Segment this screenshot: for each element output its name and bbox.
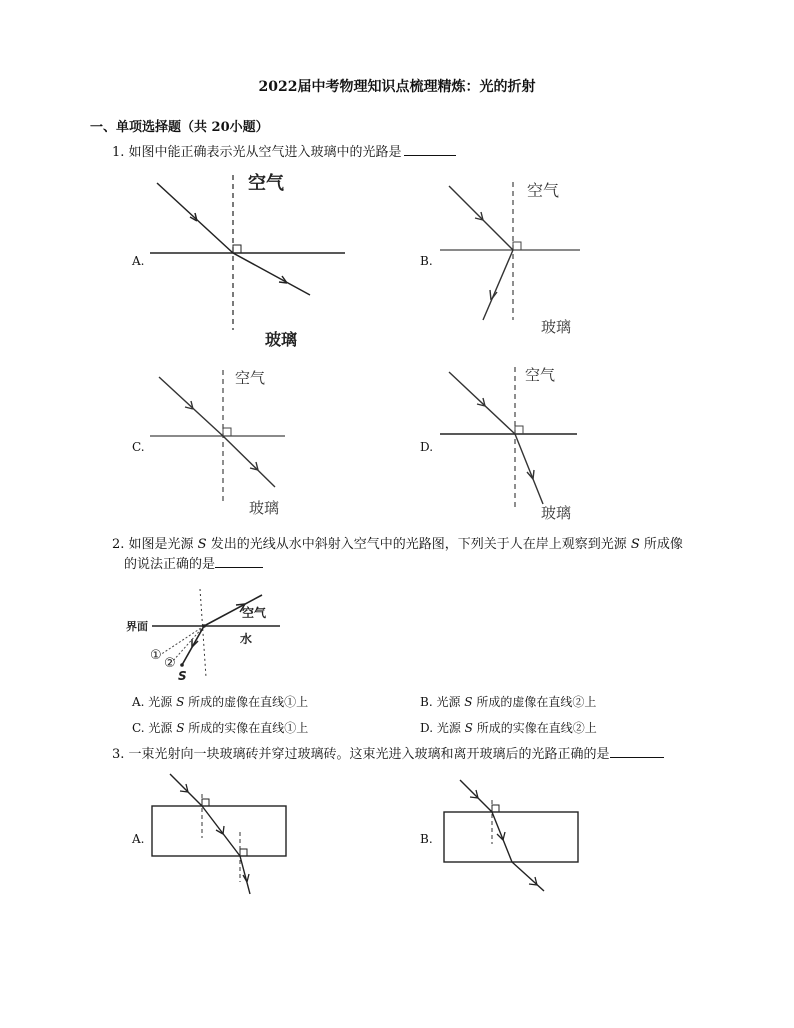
incident-ray: [157, 183, 233, 253]
air-label: 空气: [242, 606, 267, 620]
option-text: 所成的实像在直线②上: [472, 721, 597, 735]
arrow-icon: [192, 639, 198, 647]
air-label: 空气: [248, 173, 284, 194]
glass-label: 玻璃: [249, 499, 280, 517]
figure-1c: [145, 365, 305, 523]
right-angle-mark: [223, 428, 231, 436]
question-1: [112, 143, 456, 163]
option-text: D. 光源: [420, 721, 465, 735]
line-1-mark: ①: [150, 648, 162, 663]
option-text: B. 光源: [420, 695, 465, 709]
glass-label: 玻璃: [541, 504, 572, 522]
figure-3b: [440, 776, 585, 901]
refracted-ray: [223, 436, 275, 487]
document-title: 2022届中考物理知识点梳理精炼：光的折射: [258, 79, 536, 95]
figure-1d: [435, 362, 595, 524]
right-angle-mark: [515, 426, 523, 434]
answer-blank: [215, 555, 263, 568]
source-symbol: S: [197, 537, 207, 552]
figure-3a: [148, 770, 293, 900]
figure-2: [122, 585, 287, 685]
refracted-ray: [492, 812, 512, 862]
right-angle-mark: [513, 242, 521, 250]
figure-1b: [435, 172, 605, 347]
incident-ray: [449, 186, 513, 250]
option-3b-label: B.: [420, 832, 433, 846]
option-2a[interactable]: [132, 693, 308, 710]
option-text: A. 光源: [132, 695, 177, 709]
source-symbol: S: [464, 721, 473, 735]
right-angle-mark: [240, 849, 247, 856]
glass-label: 玻璃: [541, 318, 572, 336]
source-symbol: S: [630, 537, 640, 552]
option-d-label: D.: [420, 440, 434, 454]
question-2-text-b: 发出的光线从水中斜射入空气中的光路图，下列关于人在岸上观察到光源: [206, 537, 631, 552]
incidence-point: [202, 624, 206, 628]
option-b-label: B.: [420, 254, 433, 268]
option-2d[interactable]: [420, 719, 597, 736]
figure-1a: [145, 165, 365, 355]
right-angle-mark: [202, 799, 209, 806]
answer-blank: [610, 745, 664, 758]
option-text: 所成的虚像在直线②上: [472, 695, 597, 709]
section-heading: 一、单项选择题（共 20小题）: [90, 120, 269, 135]
question-2-line-2: [112, 555, 792, 575]
question-2-text-d: 的说法正确的是: [124, 557, 216, 572]
option-a-label: A.: [132, 254, 145, 268]
water-label: 水: [240, 632, 253, 646]
source-symbol: S: [176, 695, 185, 709]
source-point: [180, 663, 184, 667]
right-angle-mark: [233, 245, 241, 253]
option-text: 所成的虚像在直线①上: [184, 695, 309, 709]
incident-ray: [159, 377, 223, 436]
right-angle-mark: [492, 805, 499, 812]
question-2: [112, 535, 792, 575]
option-2c[interactable]: [132, 719, 308, 736]
question-2-text-a: 2. 如图是光源: [112, 537, 198, 552]
air-label: 空气: [235, 369, 266, 387]
refracted-ray: [483, 250, 513, 320]
question-2-text-c: 所成像: [639, 537, 683, 552]
question-3: [112, 745, 664, 765]
source-symbol: S: [464, 695, 473, 709]
glass-label: 玻璃: [265, 330, 298, 349]
question-3-text: 3. 一束光射向一块玻璃砖并穿过玻璃砖。这束光进入玻璃和离开玻璃后的光路正确的是: [112, 747, 610, 762]
air-label: 空气: [527, 181, 560, 200]
option-text: C. 光源: [132, 721, 177, 735]
refracted-ray: [515, 434, 543, 504]
option-3a-label: A.: [132, 832, 145, 846]
glass-block: [444, 812, 578, 862]
option-text: 所成的实像在直线①上: [184, 721, 309, 735]
answer-blank: [404, 143, 456, 156]
air-label: 空气: [525, 366, 556, 384]
incident-ray: [449, 372, 515, 434]
option-c-label: C.: [132, 440, 145, 454]
question-2-line-1: [112, 535, 792, 555]
emergent-ray: [512, 862, 544, 891]
line-2-mark: ②: [164, 656, 176, 671]
source-label: S: [178, 669, 187, 683]
source-symbol: S: [176, 721, 185, 735]
refracted-ray: [233, 253, 310, 295]
option-2b[interactable]: [420, 693, 596, 710]
interface-label: 界面: [126, 620, 148, 633]
incident-ray: [170, 774, 202, 806]
question-1-text: 1. 如图中能正确表示光从空气进入玻璃中的光路是: [112, 145, 402, 160]
refracted-ray: [202, 806, 240, 856]
incident-ray: [460, 780, 492, 812]
